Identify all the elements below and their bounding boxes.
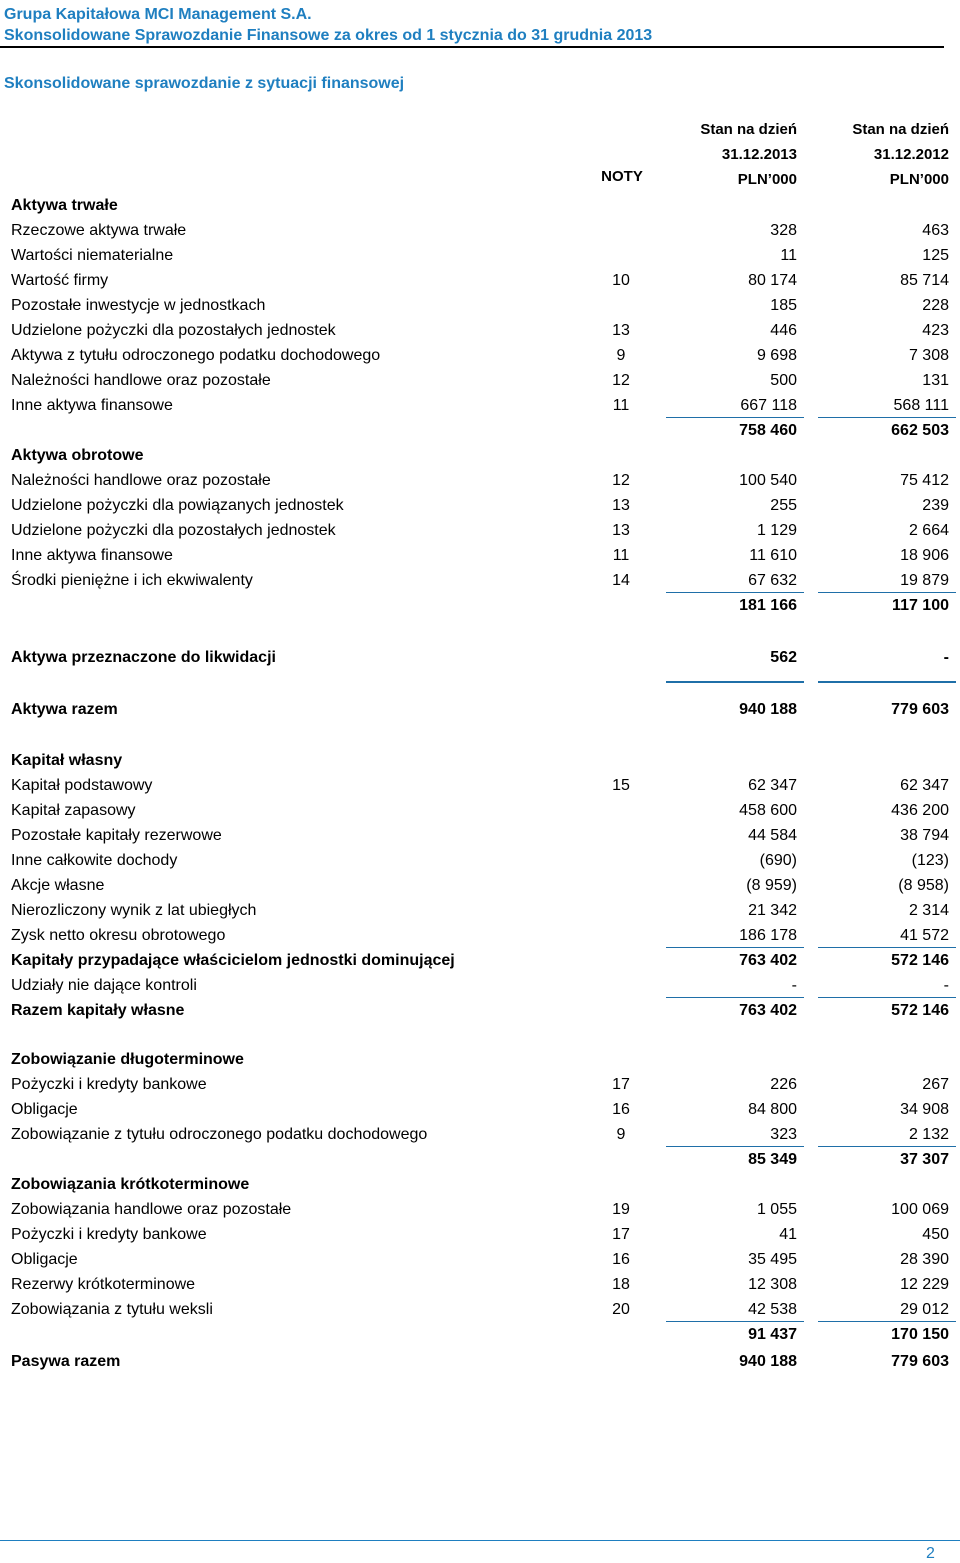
notes-column-header: NOTY: [601, 168, 643, 185]
table-row: [0, 699, 960, 721]
value-2012: 37 307: [900, 1151, 949, 1168]
row-label: Obligacje: [11, 1251, 78, 1268]
subtotal-row: [0, 420, 960, 442]
table-row: [0, 800, 960, 822]
value-2012: (8 958): [898, 877, 949, 894]
value-2013: 35 495: [748, 1251, 797, 1268]
table-row: [0, 647, 960, 669]
page-number: 2: [926, 1545, 935, 1562]
total-underline: [666, 417, 804, 418]
row-label: Zobowiązania handlowe oraz pozostałe: [11, 1201, 292, 1218]
table-row: [0, 1351, 960, 1373]
row-note: 16: [612, 1251, 630, 1268]
table-row: [0, 775, 960, 797]
value-2012: 2 314: [908, 902, 949, 919]
value-2013: 9 698: [756, 347, 797, 364]
total-underline: [818, 592, 956, 593]
value-2013: 21 342: [748, 902, 797, 919]
row-label: Zobowiązania z tytułu weksli: [11, 1301, 213, 1318]
total-underline: [666, 592, 804, 593]
row-note: 12: [612, 372, 630, 389]
value-2012: 239: [922, 497, 949, 514]
table-row: [0, 520, 960, 542]
row-note: 12: [612, 472, 630, 489]
section-title: Skonsolidowane sprawozdanie z sytuacji finansowej: [4, 75, 405, 92]
value-2012: 779 603: [891, 701, 949, 718]
total-underline: [818, 997, 956, 998]
value-2013: 562: [770, 649, 797, 666]
table-row: [0, 1074, 960, 1096]
value-2012: 75 412: [900, 472, 949, 489]
row-note: 20: [612, 1301, 630, 1318]
table-row: [0, 825, 960, 847]
value-2012: 572 146: [891, 1002, 949, 1019]
value-2012: 267: [922, 1076, 949, 1093]
table-row: [0, 470, 960, 492]
table-row: [0, 295, 960, 317]
value-2012: 228: [922, 297, 949, 314]
value-2013: 85 349: [748, 1151, 797, 1168]
value-2013: 42 538: [748, 1301, 797, 1318]
table-row: [0, 370, 960, 392]
value-2013: 255: [770, 497, 797, 514]
value-2013: 940 188: [739, 701, 797, 718]
table-row: [0, 345, 960, 367]
value-2013: 100 540: [739, 472, 797, 489]
row-label: Pozostałe kapitały rezerwowe: [11, 827, 222, 844]
table-row: [0, 270, 960, 292]
row-label: Inne aktywa finansowe: [11, 397, 173, 414]
row-label: Rezerwy krótkoterminowe: [11, 1276, 196, 1293]
subtotal-row: [0, 1324, 960, 1346]
table-row: [0, 395, 960, 417]
value-2013: 226: [770, 1076, 797, 1093]
value-2013: 11: [780, 247, 797, 264]
value-2012: 12 229: [900, 1276, 949, 1293]
row-note: 9: [616, 347, 626, 364]
value-2013: 67 632: [748, 572, 797, 589]
row-note: 15: [612, 777, 630, 794]
row-label: Wartości niematerialne: [11, 247, 174, 264]
value-2013: 667 118: [740, 397, 797, 414]
row-label: Udzielone pożyczki dla pozostałych jednostek: [11, 522, 336, 539]
section-heading-row: [0, 445, 960, 467]
value-2013: 44 584: [748, 827, 797, 844]
table-row: [0, 495, 960, 517]
row-note: 16: [612, 1101, 630, 1118]
value-2013: 763 402: [739, 952, 797, 969]
row-label: Środki pieniężne i ich ekwiwalenty: [11, 572, 253, 589]
value-2013: 186 178: [739, 927, 797, 944]
row-note: 10: [612, 272, 630, 289]
value-2013: 323: [770, 1126, 797, 1143]
company-name: Grupa Kapitałowa MCI Management S.A.: [4, 6, 312, 23]
row-label: Pożyczki i kredyty bankowe: [11, 1226, 207, 1243]
table-row: [0, 1099, 960, 1121]
report-title: Skonsolidowane Sprawozdanie Finansowe za okres od 1 stycznia do 31 grudnia 2013: [4, 27, 653, 44]
value-2012: 131: [922, 372, 949, 389]
row-label: Razem kapitały własne: [11, 1002, 185, 1019]
value-2012: 41 572: [900, 927, 949, 944]
value-2012: 28 390: [900, 1251, 949, 1268]
row-label: Aktywa przeznaczone do likwidacji: [11, 649, 276, 666]
total-underline: [666, 997, 804, 998]
table-row: [0, 1274, 960, 1296]
value-2013: 12 308: [748, 1276, 797, 1293]
row-label: Zysk netto okresu obrotowego: [11, 927, 226, 944]
value-2013: 41: [779, 1226, 797, 1243]
row-label: Aktywa trwałe: [11, 197, 118, 214]
value-2012: 125: [922, 247, 949, 264]
subtotal-row: [0, 595, 960, 617]
table-row: [0, 1000, 960, 1022]
value-2013: 446: [770, 322, 797, 339]
row-label: Kapitał podstawowy: [11, 777, 153, 794]
value-2012: 19 879: [900, 572, 949, 589]
value-2012: (123): [911, 852, 949, 869]
col2-header-unit: PLN’000: [889, 171, 949, 188]
value-2012: 662 503: [891, 422, 949, 439]
table-row: [0, 875, 960, 897]
col2-header-line1: Stan na dzień: [852, 121, 949, 138]
row-label: Zobowiązania krótkoterminowe: [11, 1176, 250, 1193]
section-heading-row: [0, 750, 960, 772]
total-underline: [666, 681, 804, 683]
value-2012: 170 150: [891, 1326, 949, 1343]
section-heading-row: [0, 195, 960, 217]
row-label: Zobowiązanie z tytułu odroczonego podatku dochodowego: [11, 1126, 428, 1143]
row-label: Akcje własne: [11, 877, 105, 894]
table-row: [0, 850, 960, 872]
table-row: [0, 1249, 960, 1271]
row-note: 14: [612, 572, 630, 589]
value-2012: 117 100: [892, 597, 949, 614]
value-2012: 423: [922, 322, 949, 339]
value-2012: 779 603: [891, 1353, 949, 1370]
value-2012: 85 714: [900, 272, 949, 289]
value-2012: -: [943, 649, 949, 666]
value-2013: 181 166: [739, 597, 797, 614]
row-label: Kapitał zapasowy: [11, 802, 136, 819]
row-note: 13: [612, 522, 630, 539]
value-2012: 450: [922, 1226, 949, 1243]
total-underline: [818, 1321, 956, 1322]
value-2013: 1 129: [756, 522, 797, 539]
value-2013: 458 600: [739, 802, 797, 819]
value-2013: -: [791, 977, 797, 994]
row-label: Obligacje: [11, 1101, 78, 1118]
value-2012: 100 069: [891, 1201, 949, 1218]
value-2012: 7 308: [908, 347, 949, 364]
row-label: Kapitał własny: [11, 752, 123, 769]
table-row: [0, 545, 960, 567]
table-row: [0, 925, 960, 947]
table-row: [0, 1224, 960, 1246]
value-2013: 84 800: [748, 1101, 797, 1118]
row-label: Udziały nie dające kontroli: [11, 977, 197, 994]
value-2013: 758 460: [739, 422, 797, 439]
table-row: [0, 950, 960, 972]
row-label: Pasywa razem: [11, 1353, 121, 1370]
value-2012: 572 146: [891, 952, 949, 969]
value-2013: 62 347: [748, 777, 797, 794]
table-row: [0, 220, 960, 242]
row-note: 9: [616, 1126, 626, 1143]
row-label: Kapitały przypadające właścicielom jednostki dominującej: [11, 952, 455, 969]
col1-header-line1: Stan na dzień: [700, 121, 797, 138]
value-2012: 38 794: [900, 827, 949, 844]
table-row: [0, 900, 960, 922]
section-heading-row: [0, 1174, 960, 1196]
total-underline: [818, 417, 956, 418]
row-label: Pożyczki i kredyty bankowe: [11, 1076, 207, 1093]
row-label: Należności handlowe oraz pozostałe: [11, 472, 271, 489]
row-note: 19: [612, 1201, 630, 1218]
table-row: [0, 975, 960, 997]
value-2013: (690): [759, 852, 797, 869]
total-underline: [666, 1321, 804, 1322]
table-row: [0, 245, 960, 267]
value-2013: 185: [770, 297, 797, 314]
row-note: 11: [612, 397, 630, 414]
row-label: Udzielone pożyczki dla powiązanych jednostek: [11, 497, 344, 514]
row-note: 18: [612, 1276, 630, 1293]
row-note: 13: [612, 497, 630, 514]
value-2012: -: [943, 977, 949, 994]
row-label: Nierozliczony wynik z lat ubiegłych: [11, 902, 257, 919]
table-row: [0, 1124, 960, 1146]
table-row: [0, 570, 960, 592]
total-underline: [666, 947, 804, 948]
row-note: 11: [612, 547, 630, 564]
row-note: 17: [612, 1226, 630, 1243]
row-label: Udzielone pożyczki dla pozostałych jednostek: [11, 322, 336, 339]
row-label: Pozostałe inwestycje w jednostkach: [11, 297, 266, 314]
row-label: Należności handlowe oraz pozostałe: [11, 372, 271, 389]
total-underline: [666, 1146, 804, 1147]
value-2013: 500: [770, 372, 797, 389]
value-2012: 2 664: [908, 522, 949, 539]
value-2012: 29 012: [900, 1301, 949, 1318]
row-label: Inne całkowite dochody: [11, 852, 178, 869]
total-underline: [818, 947, 956, 948]
value-2013: 328: [770, 222, 797, 239]
value-2012: 2 132: [908, 1126, 949, 1143]
value-2013: 11 610: [749, 547, 797, 564]
row-label: Aktywa z tytułu odroczonego podatku dochodowego: [11, 347, 381, 364]
col1-header-unit: PLN’000: [737, 171, 797, 188]
subtotal-row: [0, 1149, 960, 1171]
value-2013: 91 437: [748, 1326, 797, 1343]
row-label: Aktywa razem: [11, 701, 118, 718]
footer-rule: [0, 1540, 960, 1541]
total-underline: [818, 1146, 956, 1147]
row-label: Zobowiązanie długoterminowe: [11, 1051, 244, 1068]
table-row: [0, 1199, 960, 1221]
value-2013: 940 188: [739, 1353, 797, 1370]
row-note: 13: [612, 322, 630, 339]
value-2013: 763 402: [739, 1002, 797, 1019]
value-2012: 568 111: [893, 397, 949, 414]
table-row: [0, 320, 960, 342]
value-2012: 436 200: [891, 802, 949, 819]
row-note: 17: [612, 1076, 630, 1093]
row-label: Rzeczowe aktywa trwałe: [11, 222, 187, 239]
value-2013: 80 174: [748, 272, 797, 289]
value-2012: 34 908: [900, 1101, 949, 1118]
table-row: [0, 1299, 960, 1321]
row-label: Wartość firmy: [11, 272, 109, 289]
value-2012: 62 347: [900, 777, 949, 794]
col2-header-date: 31.12.2012: [873, 146, 949, 163]
section-heading-row: [0, 1049, 960, 1071]
row-label: Inne aktywa finansowe: [11, 547, 173, 564]
value-2012: 463: [922, 222, 949, 239]
total-underline: [818, 681, 956, 683]
col1-header-date: 31.12.2013: [721, 146, 797, 163]
value-2013: (8 959): [746, 877, 797, 894]
value-2012: 18 906: [900, 547, 949, 564]
value-2013: 1 055: [756, 1201, 797, 1218]
row-label: Aktywa obrotowe: [11, 447, 144, 464]
